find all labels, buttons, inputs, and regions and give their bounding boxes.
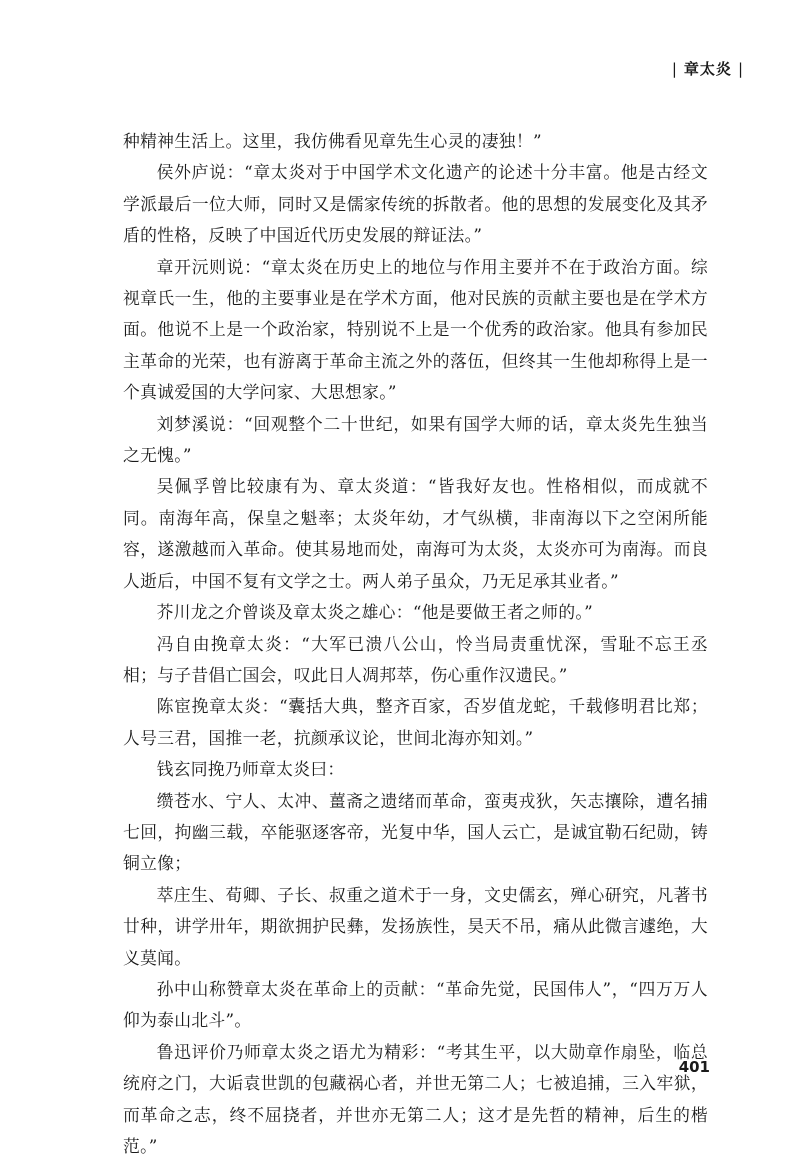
paragraph: 吴佩孚曾比较康有为、章太炎道：“皆我好友也。性格相似，而成就不同。南海年高，保皇之魁率；太炎年幼，才气纵横，非南海以下之空闲所能容，遂激越而入革命。使其易地而处，南海可为太炎，太炎亦可为南海。而良人逝后，中国不复有文学之士。两人弟子虽众，乃无足承其业者。” bbox=[123, 476, 708, 591]
paragraph: 冯自由挽章太炎：“大军已溃八公山，怜当局责重忧深，雪耻不忘王丞相；与子昔倡亡国会，叹此日人凋邦萃，伤心重作汉遗民。” bbox=[123, 633, 708, 685]
paragraph: 陈宦挽章太炎：“囊括大典，整齐百家，否岁值龙蛇，千载修明君比郑；人号三君，国推一老，抗颜承议论，世间北海亦知刘。” bbox=[123, 696, 708, 748]
page-number: 401 bbox=[678, 1058, 710, 1076]
paragraph: 芥川龙之介曾谈及章太炎之雄心：“他是要做王者之师的。” bbox=[156, 602, 593, 623]
paragraph: 钱玄同挽乃师章太炎曰： bbox=[156, 759, 345, 780]
paragraph: 刘梦溪说：“回观整个二十世纪，如果有国学大师的话，章太炎先生独当之无愧。” bbox=[123, 413, 708, 466]
couplet-second: 萃庄生、荀卿、子长、叔重之道术于一身，文史儒玄，殚心研究，凡著书廿种，讲学卅年，期欲拥护民彝，发扬族性，昊天不吊，痛从此微言遽绝，大义莫闻。 bbox=[123, 884, 708, 968]
couplet-first: 缵苍水、宁人、太冲、薑斋之遗绪而革命，蛮夷戎狄，矢志攘除，遭名捕七回，拘幽三载，卒能驱逐客帝，光复中华，国人云亡，是诚宜勒石纪勋，铸铜立像； bbox=[123, 790, 708, 874]
header-title: 章太炎 bbox=[683, 60, 732, 78]
body-text bbox=[123, 126, 708, 1162]
paragraph: 种精神生活上。这里，我仿佛看见章先生心灵的凄独！” bbox=[123, 131, 542, 151]
paragraph: 侯外庐说：“章太炎对于中国学术文化遗产的论述十分丰富。他是古经文学派最后一位大师，同时又是儒家传统的拆散者。他的思想的发展变化及其矛盾的性格，反映了中国近代历史发展的辩证法。” bbox=[123, 162, 708, 246]
header-bar-right: | bbox=[737, 60, 744, 78]
paragraph: 章开沅则说：“章太炎在历史上的地位与作用主要并不在于政治方面。综视章氏一生，他的主要事业是在学术方面，他对民族的贡献主要也是在学术方面。他说不上是一个政治家，特别说不上是一个优秀的政治家。他具有参加民主革命的光荣，也有游离于革命主流之外的落伍，但终其一生他却称得上是一个真诚爱国的大学问家、大思想家。” bbox=[123, 256, 708, 403]
running-header bbox=[666, 58, 750, 79]
header-bar-left: | bbox=[671, 60, 678, 78]
paragraph: 孙中山称赞章太炎在革命上的贡献：“革命先觉，民国伟人”，“四万万人仰为泰山北斗”。 bbox=[123, 978, 708, 1031]
paragraph: 鲁迅评价乃师章太炎之语尤为精彩：“考其生平，以大勋章作扇坠，临总统府之门，大诟袁世凯的包藏祸心者，并世无第二人；七被追捕，三入牢狱，而革命之志，终不屈挠者，并世亦无第二人；这才是先哲的精神，后生的楷范。” bbox=[123, 1041, 708, 1156]
